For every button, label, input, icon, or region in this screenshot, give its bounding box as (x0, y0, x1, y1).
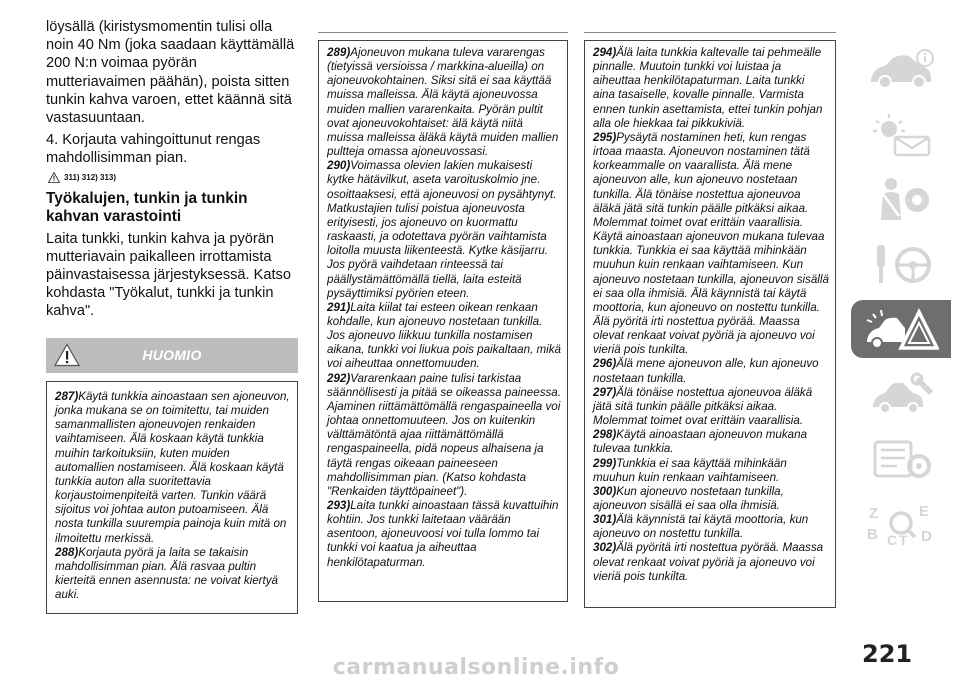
specs-icon (863, 436, 939, 482)
remark-number: 299) (593, 456, 617, 470)
remark-number: 290) (327, 159, 351, 173)
paragraph: 4. Korjauta vahingoittunut rengas mahdollisimman pian. (46, 132, 261, 167)
remark-text: Tunkkia ei saa käyttää mihinkään muuhun kuin renkaan vaihtamiseen. (593, 456, 787, 484)
remark-number: 287) (55, 390, 79, 403)
index-letters-icon (863, 501, 939, 547)
remark-item (593, 541, 829, 583)
paragraph: löysällä (kiristysmomentin tulisi olla noin 40 Nm (joka saadaan käyttämällä 200 N:n voimaa pyörän mutteriavaimen päähän), poista sitten tunkin kahva varoen, ettet käännä sitä vastasuuntaan. (46, 19, 295, 127)
chapter-tab-emergency[interactable] (851, 300, 951, 358)
paragraph: Laita tunkki, tunkin kahva ja pyörän mutteriavain paikalleen irrottamista päinvastaisessa järjestyksessä. Katso kohdasta "Työkalut, tunkki ja tunkin kahva". (46, 230, 291, 320)
column-1 (46, 18, 298, 325)
remark-number: 298) (593, 428, 617, 442)
key-steering-wheel-icon (863, 241, 939, 287)
remark-item (593, 428, 829, 456)
top-rule (584, 32, 836, 33)
remark-item (593, 386, 829, 428)
remark-item (327, 159, 561, 301)
page-number: 221 (862, 640, 913, 668)
remark-text: Vararenkaan paine tulisi tarkistaa säännöllisesti ja pitää se oikeassa paineessa. Ajaminen riittämättömällä rengaspaineella voi johtaa onnettomuuteen. Jos on kuitenkin välttämätöntä ajaa riittämättömällä rengaspaineella, pidä nopeus alhaisena ja täytä rengas oikeaan paineeseen mahdollisimman pian. (Katso kohdasta "Renkaiden täyttöpaineet"). (327, 371, 561, 498)
remark-item (593, 513, 829, 541)
index-letter: T (899, 532, 908, 547)
remark-text: Älä mene ajoneuvon alle, kun ajoneuvo nostetaan tunkilla. (593, 357, 819, 385)
watermark: carmanualsonline.info (332, 655, 620, 680)
remark-number: 302) (593, 541, 617, 555)
chapter-tab-index[interactable] (851, 495, 951, 553)
light-dashboard-icon (863, 111, 939, 157)
remark-text: Laita kiilat tai esteen oikean renkaan kohdalle, kun ajoneuvo nostetaan tunkilla. Jos ajoneuvo liikkuu tunkilla nostamisen aikana, tunkki voi liukua pois paikaltaan, mikä voi aiheuttaa onnettomuuden. (327, 300, 561, 371)
index-letter: D (921, 528, 932, 545)
remark-text: Älä tönäise nostettua ajoneuvoa äläkä jätä sitä tunkin päälle pitkäksi aikaa. Molemmat toimet ovat erittäin vaarallisia. (593, 385, 813, 428)
index-letter: Z (869, 505, 879, 522)
remark-item (55, 390, 291, 546)
remark-text: Voimassa olevien lakien mukaisesti kytke hätävilkut, aseta varoituskolmio jne. osoittaaksesi, että ajoneuvosi on pysähtynyt. Matkustajien tulisi poistua ajoneuvosta erityisesti, jos ajoneuvo on kuormattu raskaasti, ja odotettava pyörän vaihtamista loitolla muusta liikenteestä. Kytke käsijarru. Jos pyörä vaihdetaan rinteessä tai päällystämättömällä tiellä, laita esteitä pysäyttimiksi pyörien eteen. (327, 159, 557, 300)
car-info-icon (863, 46, 939, 92)
remark-number: 301) (593, 513, 617, 527)
remark-text: Käytä tunkkia ainoastaan sen ajoneuvon, jonka mukana se on toimitettu, tai muiden samanmallisten ajoneuvojen renkaiden vaihtamiseen. Älä koskaan käytä tunkkia muihin tarkoituksiin, kuten muiden automallien nostamiseen. Älä koskaan käytä tunkkia auton alla suoritettavia korjaustoimenpiteitä varten. Tunkin väärä sijoitus voi johtaa auton putoamiseen. Älä nosta tunkilla suurempia painoja kuin mitä on ilmoitettu merkissä. (55, 390, 290, 545)
warning-banner (46, 338, 298, 373)
remark-number: 295) (593, 130, 617, 144)
remark-number: 297) (593, 385, 617, 399)
remark-text: Älä pyöritä irti nostettua pyörää. Maassa olevat renkaat voivat pyöriä ja ajoneuvo voi vieriä pois tunkilta. (593, 541, 824, 583)
remark-item (55, 546, 291, 603)
maintenance-icon (863, 371, 939, 417)
warning-banner-title: HUOMIO (142, 347, 202, 363)
index-letter: B (867, 526, 878, 543)
remark-text: Ajoneuvon mukana tuleva vararengas (tietyissä versioissa / markkina-alueilla) on ajoneuvokohtainen. Siksi sitä ei saa käyttää muissa malleissa. Älä käytä ajoneuvossa muiden mallien vararenkaita. Pyörän pultit ovat ajoneuvokohtaiset: älä käytä niitä muissa malleissa äläkä käytä muiden mallien pultteja omassa ajoneuvossasi. (327, 46, 559, 159)
warning-box-1 (46, 381, 298, 614)
remark-item (593, 131, 829, 358)
chapter-tab-car-info[interactable] (851, 40, 951, 98)
chapter-tab-technical-data[interactable] (851, 430, 951, 488)
chapter-tab-safety[interactable] (851, 170, 951, 228)
index-letter: C (887, 532, 898, 547)
top-rule (318, 32, 568, 33)
remark-number: 294) (593, 46, 617, 59)
remark-text: Korjauta pyörä ja laita se takaisin mahdollisimman pian. Älä rasvaa pultin kierteitä ennen asennusta: ne voivat kiertyä auki. (55, 545, 278, 602)
remark-number: 292) (327, 371, 351, 385)
remark-number: 288) (55, 545, 79, 559)
remark-text: Käytä ainoastaan ajoneuvon mukana tulevaa tunkkia. (593, 428, 808, 456)
remark-text: Laita tunkki ainoastaan tässä kuvattuihin kohtiin. Jos tunkki laitetaan väärään asentoon, ajoneuvoosi voi tulla lommo tai tunkki voi kaatua ja aiheuttaa henkilötapaturman. (327, 499, 559, 569)
remark-text: Älä laita tunkkia kaltevalle tai pehmeälle pinnalle. Muutoin tunkki voi luistaa ja aiheuttaa henkilötapaturman. Laita tunkki aina tasaiselle, kovalle pinnalle. Varmista ennen tunkin asettamista, ettei tunkin pohjan alla ole hiekkaa tai pikkukiviä. (593, 46, 823, 130)
warning-box-3 (584, 40, 836, 608)
remark-item (327, 372, 561, 499)
chapter-tab-lights-dashboard[interactable] (851, 105, 951, 163)
reference-numbers: 311) 312) 313) (64, 172, 117, 182)
index-letter: E (919, 503, 930, 520)
section-heading: Työkalujen, tunkin ja tunkin kahvan varastointi (46, 189, 248, 226)
remark-item (327, 499, 561, 570)
remark-number: 291) (327, 300, 351, 314)
remark-text: Pysäytä nostaminen heti, kun rengas irtoaa maasta. Ajoneuvon nostaminen tätä korkeammalle on vaarallista. Älä mene ajoneuvon alle, kun ajoneuvo nostetaan tunkilla. Älä tönäise nostettua ajoneuvoa äläkä jätä sitä tunkin päälle pitkäksi aikaa. Molemmat toimet ovat erittäin vaarallisia. Käytä ainoastaan ajoneuvon mukana tulevaa tunkkia. Tunkkia ei saa käyttää mihinkään muuhun kuin renkaan vaihtamiseen. Kun ajoneuvo nostetaan tunkilla, ajoneuvon sisällä ei saa olla ihmisiä. Älä käynnistä tai käytä moottoria, kun ajoneuvo on nostettu tunkilla. Älä pyöritä irti nostettua pyörää. Maassa olevat renkaat voivat pyöriä ja ajoneuvo voi vieriä pois tunkilta. (593, 130, 829, 357)
remark-item (327, 46, 561, 159)
remark-number: 293) (327, 499, 351, 512)
reference-list (48, 172, 298, 183)
warning-triangle-icon (48, 172, 60, 183)
remark-item (593, 485, 829, 513)
remark-number: 289) (327, 46, 351, 59)
remark-item (593, 457, 829, 485)
seatbelt-airbag-icon (863, 176, 939, 222)
remark-text: Kun ajoneuvo nostetaan tunkilla, ajoneuvon sisällä ei saa olla ihmisiä. (593, 484, 784, 512)
chapter-tab-maintenance[interactable] (851, 365, 951, 423)
chapter-tab-starting-driving[interactable] (851, 235, 951, 293)
warning-box-2 (318, 40, 568, 602)
remark-number: 300) (593, 484, 617, 498)
remark-number: 296) (593, 357, 617, 371)
chapter-sidebar (851, 40, 951, 560)
remark-item (593, 357, 829, 385)
remark-item (593, 46, 829, 131)
breakdown-warning-icon (863, 306, 939, 352)
remark-item (327, 301, 561, 372)
remark-text: Älä käynnistä tai käytä moottoria, kun ajoneuvo on nostettu tunkilla. (593, 513, 809, 541)
